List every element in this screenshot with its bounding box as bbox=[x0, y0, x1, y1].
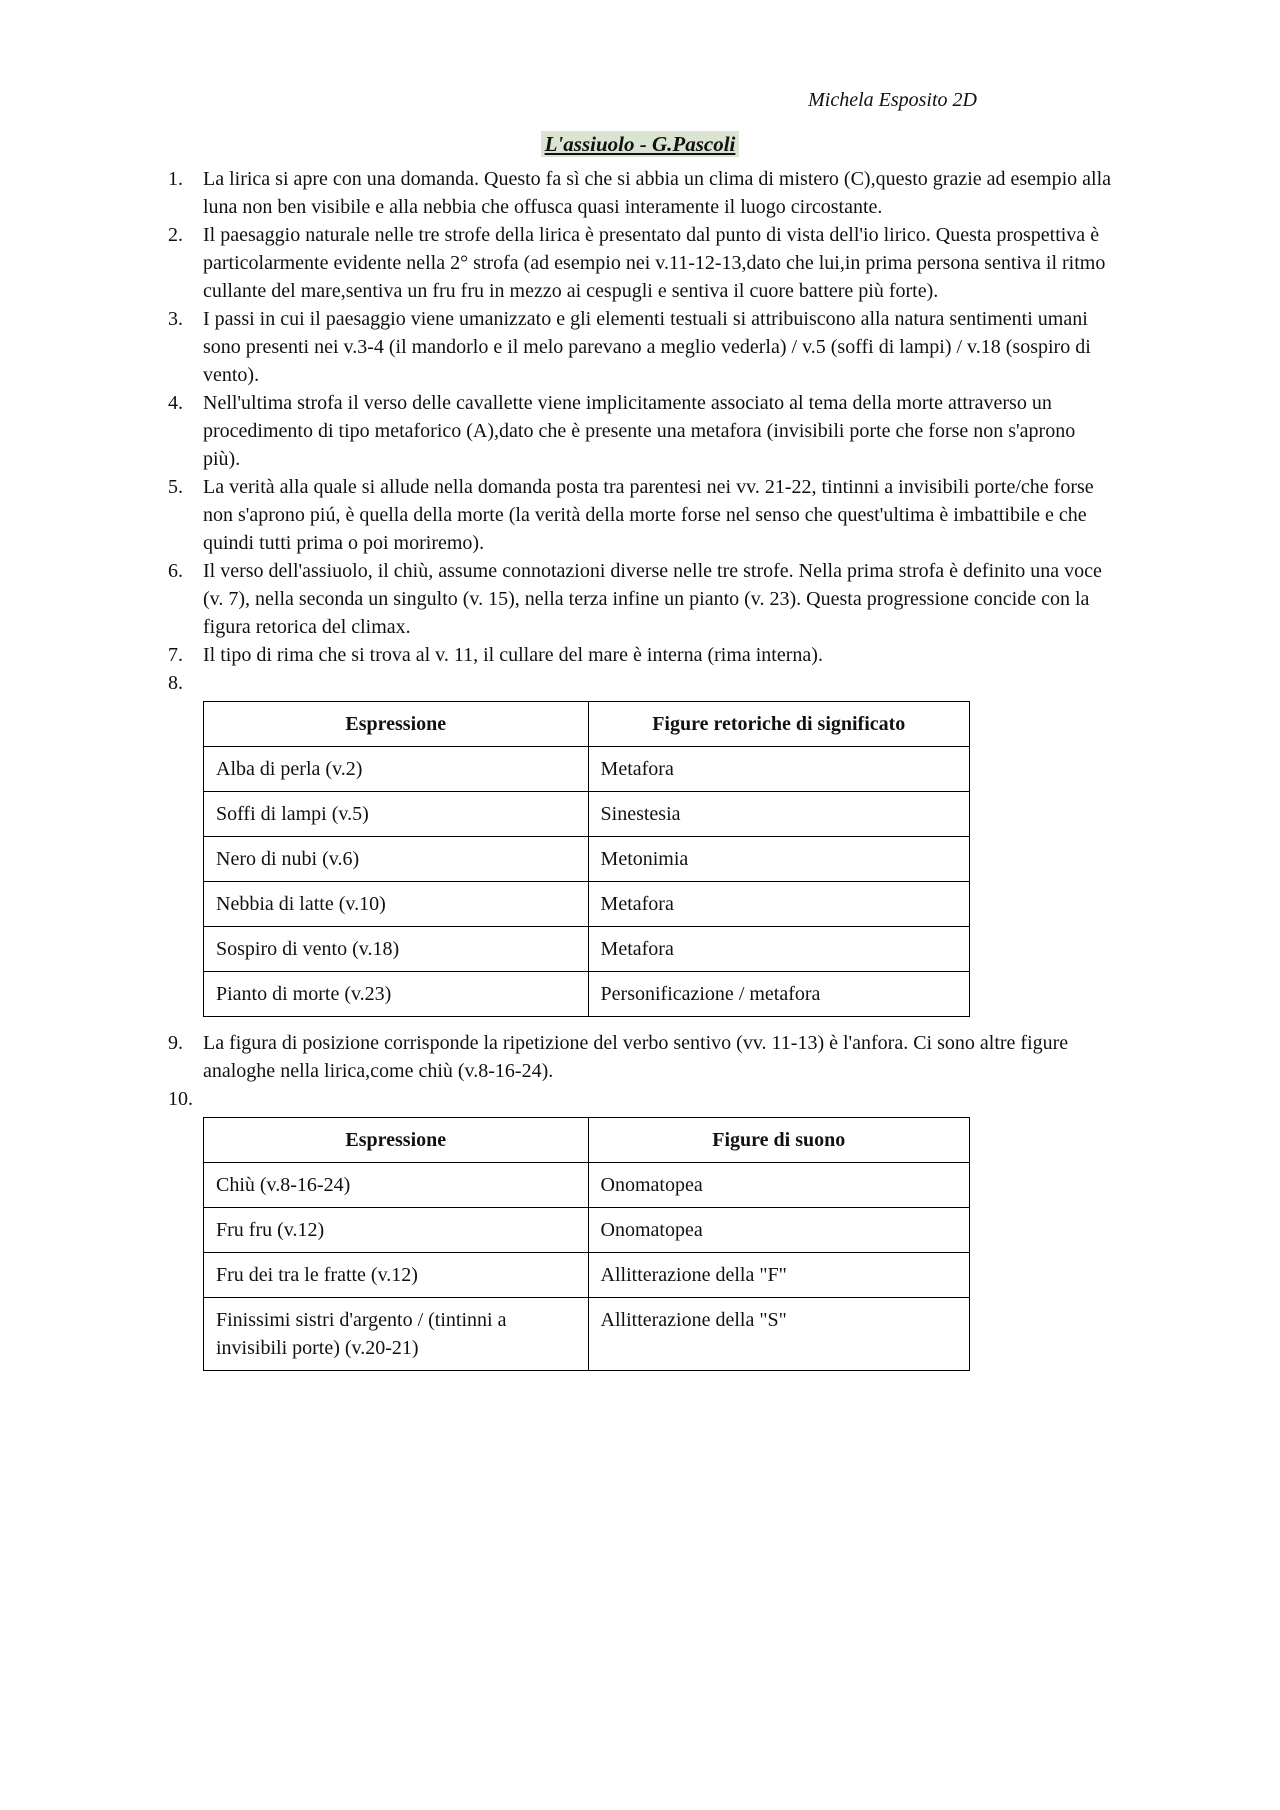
item-number: 8. bbox=[168, 672, 183, 694]
table-row bbox=[204, 1208, 970, 1253]
item-text: La figura di posizione corrisponde la ripetizione del verbo sentivo (vv. 11-13) è l'anfora. Ci sono altre figure analoghe nella lirica,come chiù (v.8-16-24). bbox=[203, 1032, 1069, 1082]
item-number: 1. bbox=[168, 168, 183, 190]
list-item-8 bbox=[168, 669, 1112, 697]
table-row bbox=[204, 882, 970, 927]
column-header-figure-significato: Figure retoriche di significato bbox=[588, 702, 969, 747]
table-cell-figure: Metafora bbox=[588, 927, 969, 972]
list-item-10 bbox=[168, 1085, 1112, 1113]
table-cell-figure: Metafora bbox=[588, 747, 969, 792]
table-cell-figure: Allitterazione della "S" bbox=[588, 1298, 969, 1371]
table-cell-expression: Nero di nubi (v.6) bbox=[204, 837, 589, 882]
column-header-espressione: Espressione bbox=[204, 702, 589, 747]
item-text: Il tipo di rima che si trova al v. 11, il cullare del mare è interna (rima interna). bbox=[203, 644, 823, 666]
column-header-figure-suono: Figure di suono bbox=[588, 1118, 969, 1163]
table-row bbox=[204, 972, 970, 1017]
table-cell-figure: Personificazione / metafora bbox=[588, 972, 969, 1017]
table-cell-figure: Onomatopea bbox=[588, 1163, 969, 1208]
list-item-4 bbox=[168, 389, 1112, 473]
table-row bbox=[204, 792, 970, 837]
table-cell-expression: Fru fru (v.12) bbox=[204, 1208, 589, 1253]
item-number: 6. bbox=[168, 560, 183, 582]
table-cell-figure: Onomatopea bbox=[588, 1208, 969, 1253]
table-cell-figure: Allitterazione della "F" bbox=[588, 1253, 969, 1298]
table-row bbox=[204, 1163, 970, 1208]
author-name: Michela Esposito 2D bbox=[808, 89, 977, 111]
document-title bbox=[168, 130, 1112, 159]
table-row bbox=[204, 747, 970, 792]
table-cell-expression: Sospiro di vento (v.18) bbox=[204, 927, 589, 972]
table-cell-expression: Alba di perla (v.2) bbox=[204, 747, 589, 792]
table-row bbox=[204, 1298, 970, 1371]
table-row bbox=[204, 837, 970, 882]
sound-figures-table bbox=[203, 1117, 970, 1371]
table-row bbox=[204, 1253, 970, 1298]
item-number: 4. bbox=[168, 392, 183, 414]
list-item-1 bbox=[168, 165, 1112, 221]
list-item-9 bbox=[168, 1029, 1112, 1085]
item-number: 2. bbox=[168, 224, 183, 246]
list-item-3 bbox=[168, 305, 1112, 389]
item-number: 10. bbox=[168, 1088, 193, 1110]
table-cell-expression: Soffi di lampi (v.5) bbox=[204, 792, 589, 837]
list-item-7 bbox=[168, 641, 1112, 669]
rhetoric-figures-table bbox=[203, 701, 970, 1017]
table-cell-figure: Metonimia bbox=[588, 837, 969, 882]
item-text: Il verso dell'assiuolo, il chiù, assume connotazioni diverse nelle tre strofe. Nella prima strofa è definito una voce (v. 7), nella seconda un singulto (v. 15), nella terza infine un pianto (v. 23). Questa progressione concide con la figura retorica del climax. bbox=[203, 560, 1102, 638]
table-row bbox=[204, 927, 970, 972]
list-item-6 bbox=[168, 557, 1112, 641]
table-header-row bbox=[204, 1118, 970, 1163]
item-number: 5. bbox=[168, 476, 183, 498]
table-cell-expression: Fru dei tra le fratte (v.12) bbox=[204, 1253, 589, 1298]
table-cell-expression: Nebbia di latte (v.10) bbox=[204, 882, 589, 927]
list-item-5 bbox=[168, 473, 1112, 557]
table-cell-figure: Sinestesia bbox=[588, 792, 969, 837]
list-item-2 bbox=[168, 221, 1112, 305]
item-text: I passi in cui il paesaggio viene umanizzato e gli elementi testuali si attribuiscono alla natura sentimenti umani sono presenti nei v.3-4 (il mandorlo e il melo parevano a meglio vederla) / v.5 (soffi di lampi) / v.18 (sospiro di vento). bbox=[203, 308, 1091, 386]
document-title-text: L'assiuolo - G.Pascoli bbox=[541, 131, 740, 157]
item-number: 9. bbox=[168, 1032, 183, 1054]
column-header-espressione: Espressione bbox=[204, 1118, 589, 1163]
item-text: La lirica si apre con una domanda. Questo fa sì che si abbia un clima di mistero (C),questo grazie ad esempio alla luna non ben visibile e alla nebbia che offusca quasi interamente il luogo circostante. bbox=[203, 168, 1112, 218]
table-cell-figure: Metafora bbox=[588, 882, 969, 927]
item-text: Il paesaggio naturale nelle tre strofe della lirica è presentato dal punto di vista dell'io lirico. Questa prospettiva è particolarmente evidente nella 2° strofa (ad esempio nei v.11-12-13,dato che lui,in prima persona sentiva il ritmo cullante del mare,sentiva un fru fru in mezzo ai cespugli e sentiva il cuore battere più forte). bbox=[203, 224, 1106, 302]
item-text: La verità alla quale si allude nella domanda posta tra parentesi nei vv. 21-22, tintinni a invisibili porte/che forse non s'aprono piú, è quella della morte (la verità della morte forse nel senso che quest'ultima è imbattibile e che quindi tutti prima o poi moriremo). bbox=[203, 476, 1094, 554]
item-number: 3. bbox=[168, 308, 183, 330]
item-number: 7. bbox=[168, 644, 183, 666]
table-cell-expression: Pianto di morte (v.23) bbox=[204, 972, 589, 1017]
table-cell-expression: Chiù (v.8-16-24) bbox=[204, 1163, 589, 1208]
table-header-row bbox=[204, 702, 970, 747]
table-cell-expression: Finissimi sistri d'argento / (tintinni a invisibili porte) (v.20-21) bbox=[204, 1298, 589, 1371]
item-text: Nell'ultima strofa il verso delle cavallette viene implicitamente associato al tema della morte attraverso un procedimento di tipo metaforico (A),dato che è presente una metafora (invisibili porte che forse non s'aprono più). bbox=[203, 392, 1076, 470]
